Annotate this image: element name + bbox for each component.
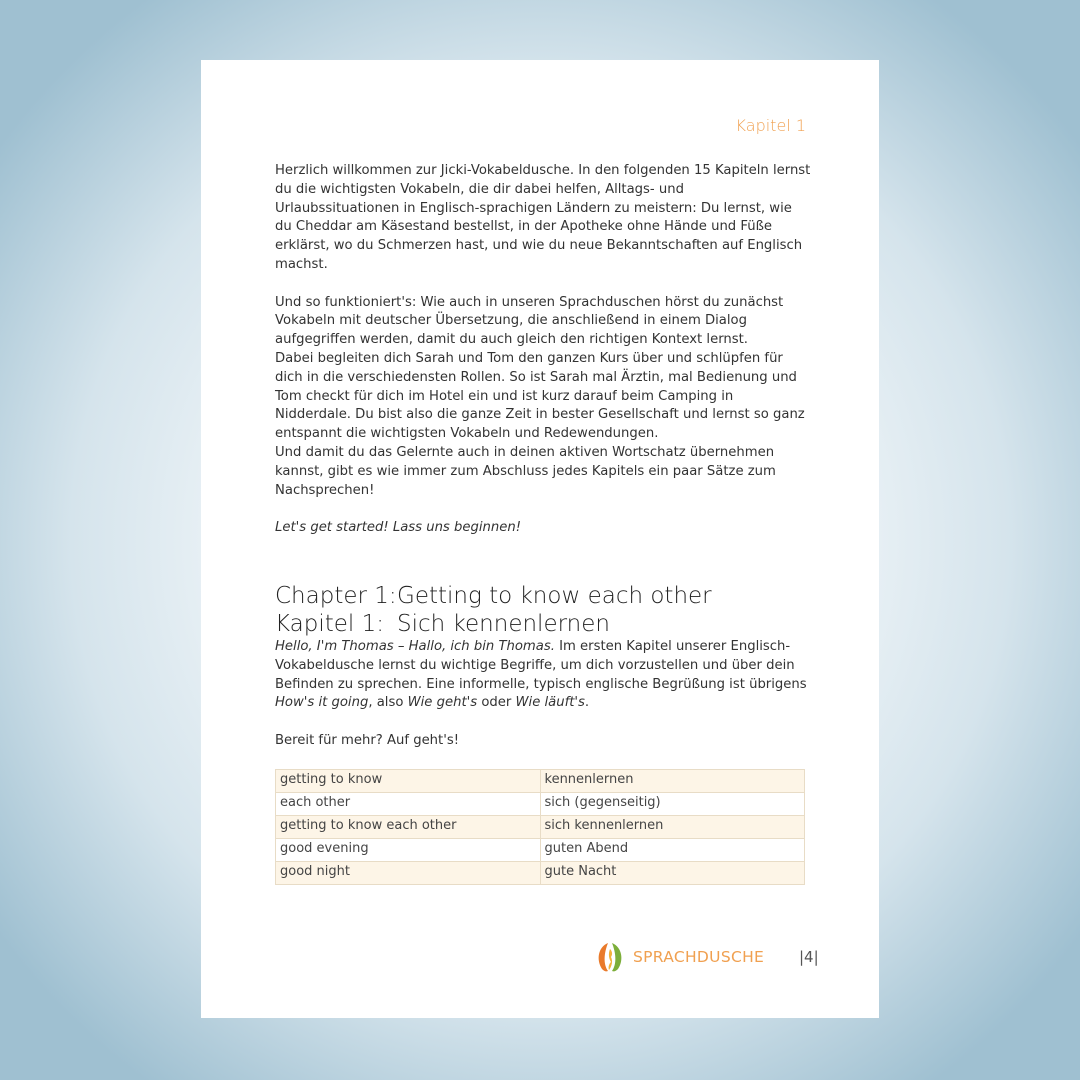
- chapter-intro-lead: Hello, I'm Thomas – Hallo, ich bin Thomas.: [275, 638, 555, 654]
- intro-paragraph-4: Und damit du das Gelernte auch in deinen aktiven Wortschatz übernehmen kannst, gibt es wie immer zum Abschluss jedes Kapitels ein paar Sätze zum Nachsprechen!: [275, 444, 776, 498]
- chapter-de-label: Kapitel 1:: [275, 610, 385, 637]
- vocab-de-cell: kennenlernen: [540, 769, 805, 792]
- chapter-intro-phrase-2: Wie geht's: [407, 695, 478, 711]
- chapter-intro-phrase-1: How's it going: [275, 695, 369, 711]
- footer-brand: [593, 940, 764, 974]
- chapter-de-title: Sich kennenlernen: [397, 610, 610, 637]
- chapter-intro-text-3: oder: [477, 695, 516, 711]
- vocab-en-cell: good evening: [276, 838, 541, 861]
- table-row: [276, 792, 805, 815]
- chapter-intro-text-1: Im ersten Kapitel unserer Englisch-Vokabeldusche lernst du wichtige Begriffe, um dich vorzustellen und über dein Befinden zu sprechen. Eine informelle, typisch englische Begrüßung ist übrigens: [275, 638, 807, 692]
- ready-line: Bereit für mehr? Auf geht's!: [275, 732, 459, 748]
- vocab-table: [275, 769, 805, 885]
- vocab-de-cell: gute Nacht: [540, 861, 805, 884]
- chapter-heading: [275, 582, 811, 638]
- vocab-en-cell: good night: [276, 861, 541, 884]
- vocab-de-cell: guten Abend: [540, 838, 805, 861]
- table-row: [276, 815, 805, 838]
- table-row: [276, 769, 805, 792]
- chapter-en-title: Getting to know each other: [397, 582, 712, 609]
- page-content: [275, 162, 811, 885]
- vocab-en-cell: each other: [276, 792, 541, 815]
- intro-paragraph-2: Und so funktioniert's: Wie auch in unseren Sprachduschen hörst du zunächst Vokabeln mit deutscher Übersetzung, die anschließend in einem Dialog aufgegriffen werden, damit du auch gleich den richtigen Kontext lernst.: [275, 294, 784, 348]
- intro-paragraph-3: Dabei begleiten dich Sarah und Tom den ganzen Kurs über und schlüpfen für dich in die verschiedensten Rollen. So ist Sarah mal Ärztin, mal Bedienung und Tom checkt für dich im Hotel ein und ist kurz darauf beim Camping in Nidderdale. Du bist also die ganze Zeit in bester Gesellschaft und lernst so ganz entspannt die wichtigsten Vokabeln und Redewendungen.: [275, 350, 805, 442]
- chapter-label: Kapitel 1: [735, 116, 806, 135]
- chapter-intro-text-2: , also: [368, 695, 408, 711]
- vocab-de-cell: sich (gegenseitig): [540, 792, 805, 815]
- chapter-en-label: Chapter 1:: [275, 582, 397, 609]
- brand-name: SPRACHDUSCHE: [633, 948, 765, 966]
- document-page: [201, 60, 879, 1018]
- table-row: [276, 838, 805, 861]
- intro-start-line: Let's get started! Lass uns beginnen!: [275, 520, 521, 536]
- table-row: [276, 861, 805, 884]
- intro-paragraph-1: Herzlich willkommen zur Jicki-Vokabeldusche. In den folgenden 15 Kapiteln lernst du die wichtigsten Vokabeln, die dir dabei helfen, Alltags- und Urlaubssituationen in Englisch-sprachigen Ländern zu meistern: Du lernst, wie du Cheddar am Käsestand bestellst, in der Apotheke ohne Hände und Füße erklärst, wo du Schmerzen hast, und wie du neue Bekanntschaften auf Englisch machst.: [275, 163, 811, 272]
- chapter-intro-text-4: .: [584, 695, 590, 711]
- vocab-en-cell: getting to know: [276, 769, 541, 792]
- vocab-en-cell: getting to know each other: [276, 815, 541, 838]
- chapter-intro-paragraph: [275, 638, 811, 713]
- page-number: |4|: [799, 948, 819, 966]
- chapter-intro-phrase-3: Wie läuft's: [515, 695, 585, 711]
- sprachdusche-logo-icon: [593, 940, 627, 974]
- vocab-de-cell: sich kennenlernen: [540, 815, 805, 838]
